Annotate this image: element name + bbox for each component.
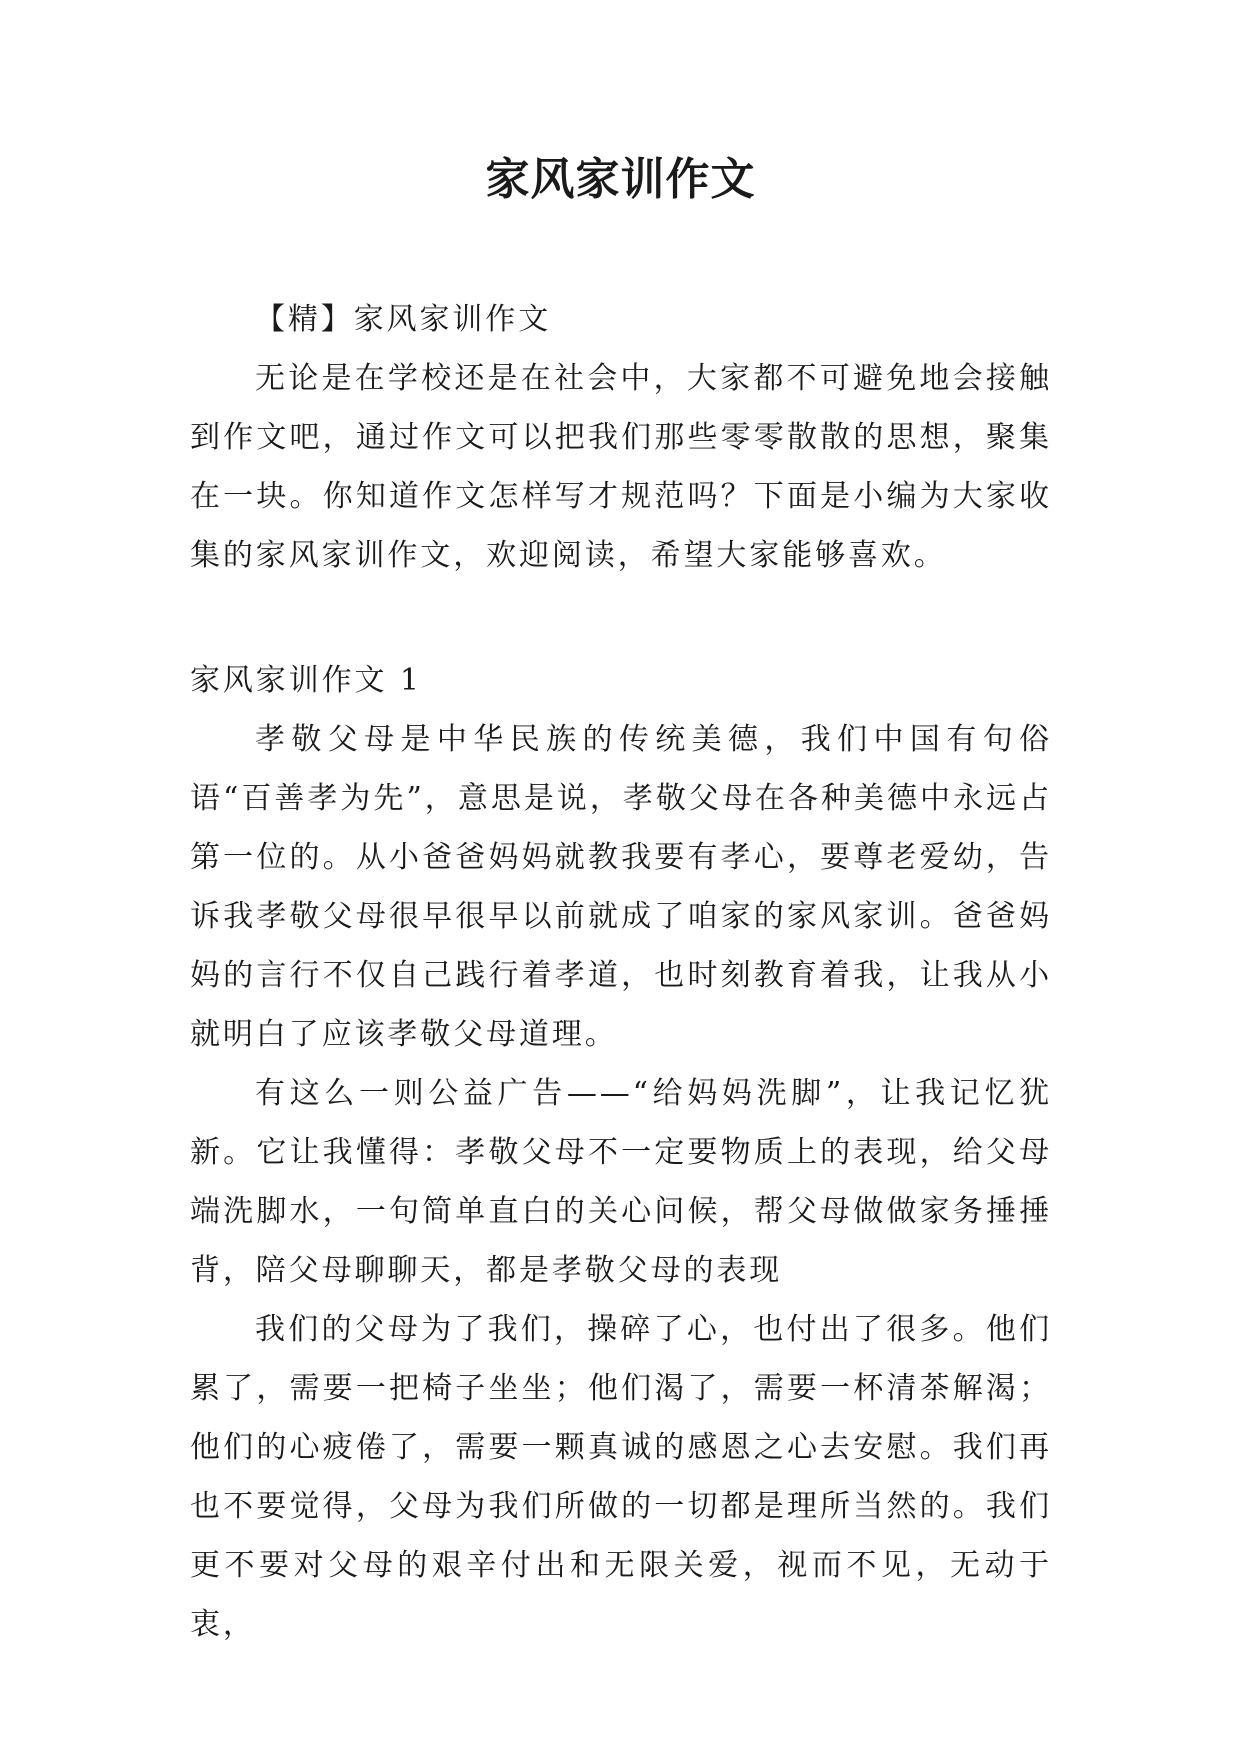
body-paragraph-3: 我们的父母为了我们，操碎了心，也付出了很多。他们累了，需要一把椅子坐坐；他们渴了，需要一杯清茶解渴；他们的心疲倦了，需要一颗真诚的感恩之心去安慰。我们再也不要觉得，父母为我们所做的一切都是理所当然的。我们更不要对父母的艰辛付出和无限关爱，视而不见，无动于衷， bbox=[190, 1312, 1052, 1642]
body-paragraph-1: 孝敬父母是中华民族的传统美德，我们中国有句俗语“百善孝为先”，意思是说，孝敬父母在各种美德中永远占第一位的。从小爸爸妈妈就教我要有孝心，要尊老爱幼，告诉我孝敬父母很早很早以前就成了咱家的家风家训。爸爸妈妈的言行不仅自己践行着孝道，也时刻教育着我，让我从小就明白了应该孝敬父母道理。 bbox=[190, 722, 1052, 1052]
section-spacer bbox=[190, 585, 1052, 651]
section-heading: 家风家训作文 1 bbox=[190, 663, 422, 698]
page-title: 家风家训作文 bbox=[485, 154, 756, 205]
document-body bbox=[190, 290, 1052, 1654]
body-paragraph-2: 有这么一则公益广告——“给妈妈洗脚”，让我记忆犹新。它让我懂得：孝敬父母不一定要物质上的表现，给父母端洗脚水，一句简单直白的关心问候，帮父母做做家务捶捶背，陪父母聊聊天，都是孝敬父母的表现 bbox=[190, 1076, 1052, 1288]
lead-tag: 【精】家风家训作文 bbox=[255, 302, 552, 337]
intro-paragraph: 无论是在学校还是在社会中，大家都不可避免地会接触到作文吧，通过作文可以把我们那些零零散散的思想，聚集在一块。你知道作文怎样写才规范吗？下面是小编为大家收集的家风家训作文，欢迎阅读，希望大家能够喜欢。 bbox=[190, 361, 1052, 573]
